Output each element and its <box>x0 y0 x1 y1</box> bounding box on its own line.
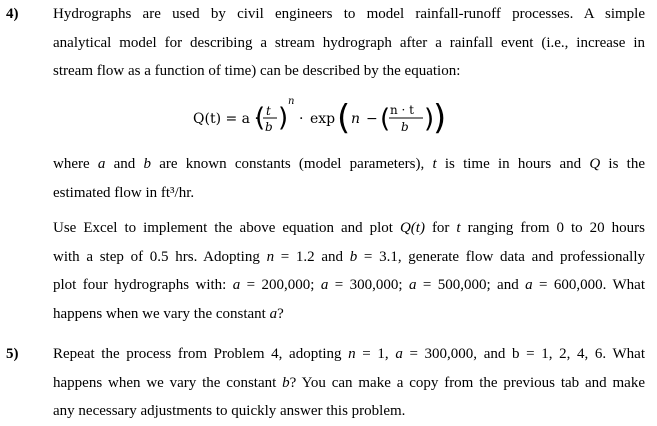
intro-line-1: Hydrographs are used by civil engineers to model rainfall-runoff processes. A simple <box>53 6 645 22</box>
eq-exp: exp <box>310 111 336 127</box>
equation-svg <box>193 96 493 140</box>
where-line-2: estimated flow in ft³/hr. <box>53 184 195 201</box>
where-line-1 <box>53 150 645 179</box>
use1-var-t: t <box>456 220 461 236</box>
use3-text-2: = 200,000; <box>240 277 321 293</box>
p5l1-text-3: = 300,000, and b = 1, 2, 4, 6. What <box>402 346 645 362</box>
use4-text-1: happens when we vary the constant <box>53 305 270 322</box>
use1-text-2: for <box>424 220 457 236</box>
problem-4-where <box>53 150 645 207</box>
use3-text-5: = 600,000. What <box>532 277 645 293</box>
use1-var-qt: Q(t) <box>399 220 425 236</box>
eq-paren-close-3: ) <box>424 104 435 134</box>
use3-text-4: = 500,000; and <box>416 277 526 293</box>
eq-frac2-num: n · t <box>390 103 414 117</box>
eq-exponent: n <box>288 96 295 107</box>
problem-5-text <box>53 340 645 426</box>
problem-4-number: 4) <box>6 6 19 22</box>
where-text-5: is the <box>600 156 645 172</box>
p5-line-3: any necessary adjustments to quickly answer this problem. <box>53 403 406 419</box>
eq-dot: · <box>299 111 304 127</box>
use-line-1 <box>53 214 645 243</box>
p5l2-text-1: happens when we vary the constant <box>53 374 283 391</box>
use4-var-a: a <box>269 305 278 322</box>
intro-line-3: stream flow as a function of time) can be described by the equation: <box>53 63 461 79</box>
where-text-1: where <box>53 156 98 172</box>
eq-n: n <box>351 111 361 127</box>
eq-frac1-den: b <box>265 120 273 134</box>
eq-frac1-num: t <box>266 104 271 118</box>
use3-var-a1: a <box>232 277 241 293</box>
eq-paren-close-2: ) <box>433 98 447 138</box>
where-text-3: are known constants (model parameters), <box>151 156 433 172</box>
use2-text-3: = 3.1, generate flow data and professionally <box>357 248 646 265</box>
problem-4-intro <box>53 0 645 86</box>
p5l1-text-1: Repeat the process from Problem 4, adopting <box>53 346 349 362</box>
p5-line-1 <box>53 340 645 369</box>
problem-5-number: 5) <box>6 346 19 362</box>
use-line-3 <box>53 271 645 300</box>
use-line-2 <box>53 243 645 272</box>
use3-var-a4: a <box>525 277 533 293</box>
where-var-a: a <box>97 156 106 172</box>
p5l1-var-n: n <box>348 346 356 362</box>
use2-text-1: with a step of 0.5 hrs. Adopting <box>53 248 267 265</box>
hydrograph-equation <box>193 96 493 140</box>
use2-var-n: n <box>266 248 275 265</box>
use3-var-a3: a <box>408 277 417 293</box>
eq-paren-open-2: ( <box>337 98 351 138</box>
use3-var-a2: a <box>320 277 329 293</box>
p5l2-text-2: ? You can make a copy from the previous tab and make <box>289 374 645 391</box>
p5-line-2 <box>53 369 645 398</box>
p5l2-var-b: b <box>282 374 290 391</box>
where-text-2: and <box>105 156 144 172</box>
eq-frac2-den: b <box>401 120 409 134</box>
use2-var-b: b <box>349 248 358 265</box>
use4-text-2: ? <box>277 305 284 322</box>
use1-text-3: ranging from 0 to 20 hours <box>460 220 645 236</box>
use3-text-1: plot four hydrographs with: <box>53 277 233 293</box>
where-var-b: b <box>143 156 152 172</box>
where-var-q: Q <box>589 156 601 172</box>
use1-text-1: Use Excel to implement the above equation and plot <box>53 220 400 236</box>
eq-paren-open-1: ( <box>255 103 266 133</box>
intro-line-2: analytical model for describing a stream hydrograph after a rainfall event (i.e., increase in <box>53 34 645 51</box>
eq-paren-open-3: ( <box>380 104 391 134</box>
where-var-t: t <box>432 156 437 172</box>
p5l1-text-2: = 1, <box>355 346 396 362</box>
eq-lhs: Q(t) = a · <box>193 111 259 127</box>
use2-text-2: = 1.2 and <box>274 248 350 265</box>
problem-4-use <box>53 214 645 328</box>
eq-paren-close-1: ) <box>278 103 289 133</box>
use3-text-3: = 300,000; <box>328 277 409 293</box>
where-text-4: is time in hours and <box>436 156 590 172</box>
p5l1-var-a: a <box>395 346 403 362</box>
use-line-4 <box>53 300 645 329</box>
eq-minus: − <box>366 111 378 127</box>
